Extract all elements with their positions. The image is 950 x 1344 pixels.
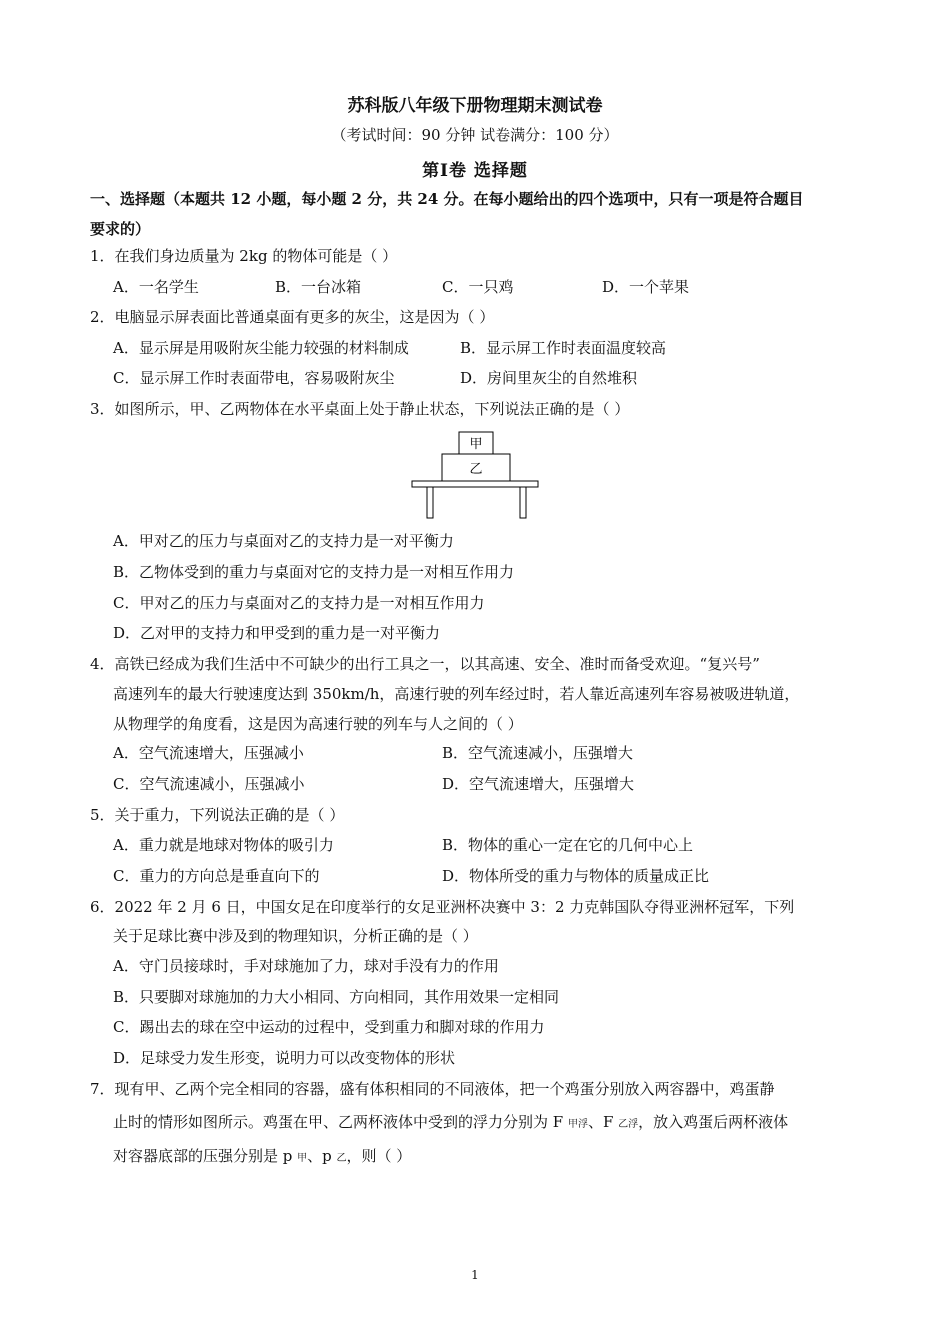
question-5-stem: 5．关于重力，下列说法正确的是（ ）	[90, 806, 345, 824]
section-heading	[90, 184, 880, 244]
question-7-line3-text-c: ，则（ ）	[346, 1147, 412, 1165]
question-7-stem-line2	[113, 1112, 788, 1135]
question-6-stem-line2: 关于足球比赛中涉及到的物理知识，分析正确的是（ ）	[113, 927, 478, 945]
question-7-sub-p-yi: 乙	[336, 1153, 347, 1164]
question-5-option-d: D．物体所受的重力与物体的质量成正比	[442, 867, 710, 885]
question-1-option-c: C．一只鸡	[442, 278, 514, 296]
page-number: 1	[471, 1268, 479, 1282]
table-leg-right	[520, 487, 526, 518]
section-heading-line1: 一、选择题（本题共 12 小题，每小题 2 分，共 24 分。在每小题给出的四个选项中，只有一项是符合题目	[90, 190, 804, 208]
question-4-option-a: A．空气流速增大，压强减小	[113, 744, 304, 762]
question-2-stem: 2．电脑显示屏表面比普通桌面有更多的灰尘，这是因为（ ）	[90, 308, 495, 326]
question-3-stem: 3．如图所示，甲、乙两物体在水平桌面上处于静止状态，下列说法正确的是（ ）	[90, 400, 630, 418]
question-1-stem: 1．在我们身边质量为 2kg 的物体可能是（ ）	[90, 247, 398, 265]
question-7-sub-f-jia: 甲浮	[567, 1119, 588, 1130]
question-6-option-b: B．只要脚对球施加的力大小相同、方向相同，其作用效果一定相同	[113, 988, 560, 1006]
question-3-figure	[408, 430, 543, 522]
question-2-option-b: B．显示屏工作时表面温度较高	[460, 339, 667, 357]
question-2-option-a: A．显示屏是用吸附灰尘能力较强的材料制成	[113, 339, 409, 357]
question-7-line3-text-a: 对容器底部的压强分别是 p	[113, 1147, 298, 1165]
question-7-line2-text-b: 、F	[587, 1113, 619, 1131]
table-top	[412, 481, 538, 487]
question-5-option-a: A．重力就是地球对物体的吸引力	[113, 836, 334, 854]
question-7-stem-line1: 7．现有甲、乙两个完全相同的容器，盛有体积相同的不同液体，把一个鸡蛋分别放入两容器中，鸡蛋静	[90, 1080, 775, 1098]
question-7-line3-text-b: 、p	[307, 1147, 337, 1165]
part-heading: 第Ⅰ卷 选择题	[422, 161, 528, 181]
question-3-option-a: A．甲对乙的压力与桌面对乙的支持力是一对平衡力	[113, 532, 454, 550]
exam-subtitle: （考试时间：90 分钟 试卷满分：100 分）	[331, 126, 619, 144]
question-4-option-b: B．空气流速减小，压强增大	[442, 744, 634, 762]
question-4-option-d: D．空气流速增大，压强增大	[442, 775, 635, 793]
question-2-option-d: D．房间里灰尘的自然堆积	[460, 369, 638, 387]
question-1-option-a: A．一名学生	[113, 278, 199, 296]
question-3-option-b: B．乙物体受到的重力与桌面对它的支持力是一对相互作用力	[113, 563, 515, 581]
question-7-stem-line3	[113, 1146, 411, 1169]
question-7-line2-text-c: ，放入鸡蛋后两杯液体	[638, 1113, 789, 1131]
question-5-option-c: C．重力的方向总是垂直向下的	[113, 867, 320, 885]
table-leg-left	[427, 487, 433, 518]
question-7-line2-text-a: 止时的情形如图所示。鸡蛋在甲、乙两杯液体中受到的浮力分别为 F	[113, 1113, 568, 1131]
section-heading-line2: 要求的）	[90, 220, 151, 238]
question-6-option-d: D．足球受力发生形变，说明力可以改变物体的形状	[113, 1049, 456, 1067]
exam-title: 苏科版八年级下册物理期末测试卷	[347, 96, 603, 116]
question-1-option-b: B．一台冰箱	[275, 278, 362, 296]
question-4-stem-line1: 4．高铁已经成为我们生活中不可缺少的出行工具之一，以其高速、安全、准时而备受欢迎。“复兴号”	[90, 655, 760, 673]
question-7-sub-p-jia: 甲	[297, 1153, 308, 1164]
question-7-sub-f-yi: 乙浮	[618, 1119, 639, 1130]
question-6-stem-line1: 6．2022 年 2 月 6 日，中国女足在印度举行的女足亚洲杯决赛中 3：2 力克韩国队夺得亚洲杯冠军，下列	[90, 898, 795, 916]
question-6-option-a: A．守门员接球时，手对球施加了力，球对手没有力的作用	[113, 957, 499, 975]
question-3-option-c: C．甲对乙的压力与桌面对乙的支持力是一对相互作用力	[113, 594, 485, 612]
question-6-option-c: C．踢出去的球在空中运动的过程中，受到重力和脚对球的作用力	[113, 1018, 545, 1036]
question-5-option-b: B．物体的重心一定在它的几何中心上	[442, 836, 694, 854]
question-1-option-d: D．一个苹果	[602, 278, 690, 296]
question-2-option-c: C．显示屏工作时表面带电，容易吸附灰尘	[113, 369, 395, 387]
question-4-stem-line2: 高速列车的最大行驶速度达到 350km/h，高速行驶的列车经过时，若人靠近高速列车容易被吸进轨道，	[113, 685, 800, 703]
block-jia-label: 甲	[469, 437, 483, 452]
block-yi-label: 乙	[469, 462, 483, 477]
question-4-stem-line3: 从物理学的角度看，这是因为高速行驶的列车与人之间的（ ）	[113, 715, 523, 733]
question-4-option-c: C．空气流速减小，压强减小	[113, 775, 305, 793]
question-3-option-d: D．乙对甲的支持力和甲受到的重力是一对平衡力	[113, 624, 441, 642]
